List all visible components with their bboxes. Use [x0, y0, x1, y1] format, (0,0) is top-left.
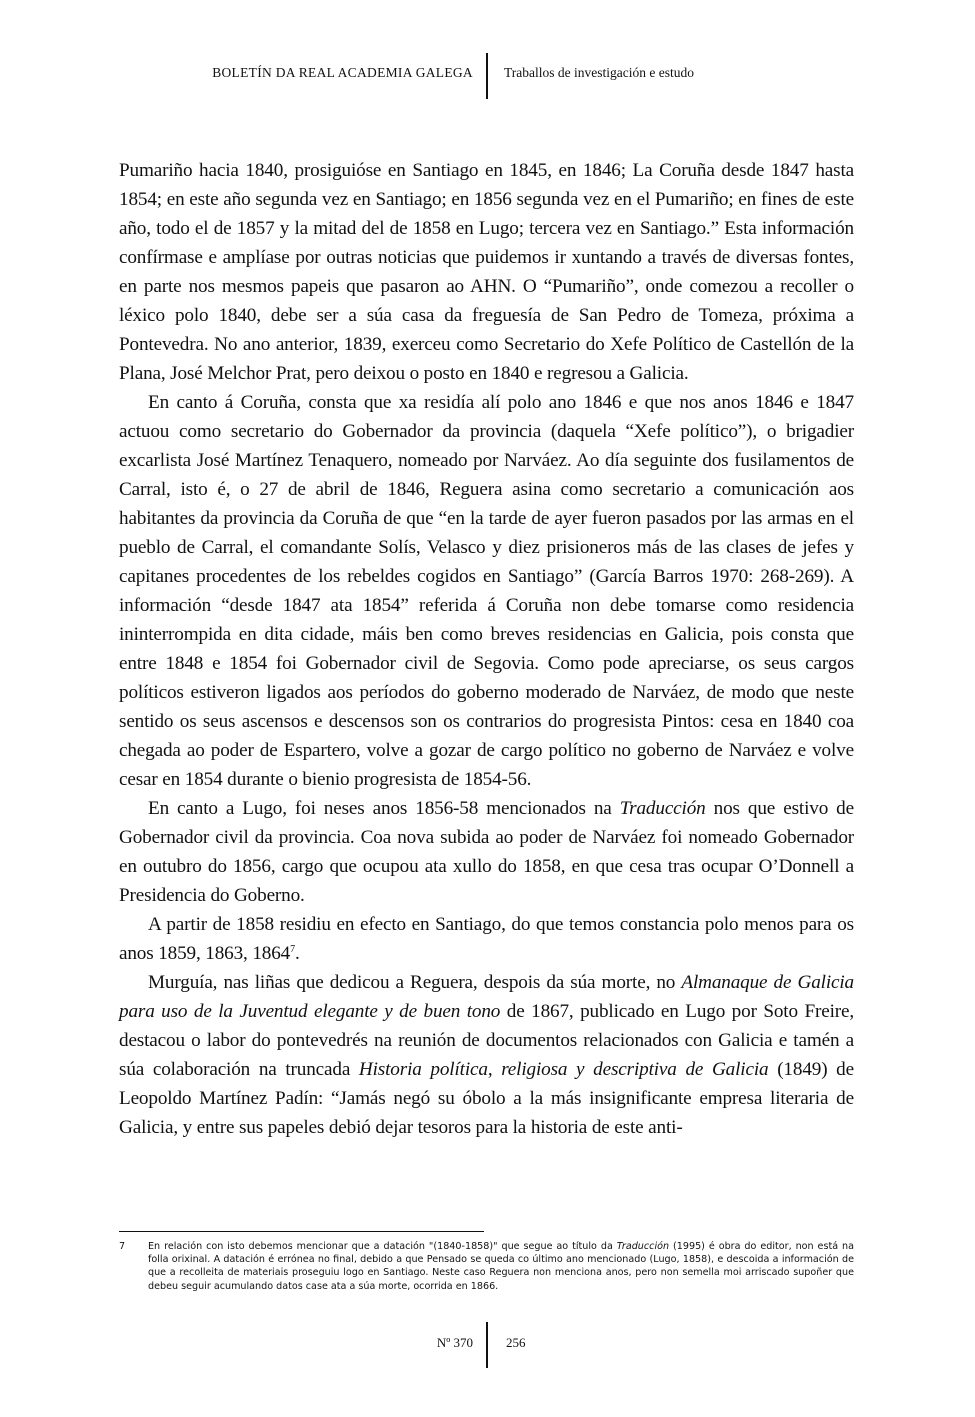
footnote-text [148, 1240, 854, 1293]
paragraph [119, 910, 854, 968]
text-run: En canto a Lugo, foi neses anos 1856-58 mencionados na [148, 798, 620, 819]
text-run: En canto á Coruña, consta que xa residía alí polo ano 1846 e que nos anos 1846 e 1847 actuou como secretario do Gobernador da provincia (daquela “Xefe político”), o brigadier excarlista José Martínez Tenaquero, nomeado por Narváez. Ao día seguinte dos fusilamentos de Carral, isto é, o 27 de abril de 1846, Reguera asina como secretario a comunicación aos habitantes da provincia da Coruña de que “en la tarde de ayer fueron pasados por las armas en el pueblo de Carral, el comandante Solís, Velasco y diez prisioneros más de las clases de jefes y capitanes procedentes de los rebeldes cogidos en Santiago” (García Barros 1970: 268-269). A información “desde 1847 ata 1854” referida á Coruña non debe tomarse como residencia ininterrompida en dita cidade, máis ben como breves residencias en Galicia, pois consta que entre 1848 e 1854 foi Gobernador civil de Segovia. Como pode apreciarse, os seus cargos políticos estiveron ligados aos períodos do goberno moderado de Narváez, de modo que neste sentido os seus ascensos e descensos son os contrarios do progresista Pintos: cesa en 1840 coa chegada ao poder de Espartero, volve a gozar de cargo político no goberno de Narváez e volve cesar en 1854 durante o bienio progresista de 1854-56. [119, 392, 854, 790]
text-run: (1995) é obra do editor, non está na folla orixinal. A datación é errónea no final, debido a que Pensado se queda co último ano mencionado (Lugo, 1858), e descoida a información de que a recolleita de materiais proseguiu logo en Santiago. Neste caso Reguera non menciona anos, pero non semella moi arriscado supoñer que debeu seguir acumulando datos case ata a súa morte, ocorrida en 1866. [148, 1241, 854, 1292]
journal-title: BOLETÍN DA REAL ACADEMIA GALEGA [212, 65, 473, 80]
text-run: de 1867, publicado en Lugo por Soto Freire, destacou o labor do pontevedrés na reunión de documentos relacionados con Galicia e tamén a súa colaboración na truncada [119, 1001, 855, 1080]
italic-text: Traducción [619, 798, 706, 819]
footnote-number: 7 [119, 1241, 126, 1252]
header-divider [486, 53, 488, 99]
paragraph [119, 794, 854, 910]
italic-text: Almanaque de Galicia para uso de la Juventud elegante y de buen tono [119, 972, 854, 1022]
text-run: (1849) de Leopoldo Martínez Padín: “Jamás negó su óbolo a la más insignificante empresa literaria de Galicia, y entre sus papeles debió dejar tesoros para la historia de este anti- [119, 1059, 854, 1138]
text-run: nos que estivo de Gobernador civil da provincia. Coa nova subida ao poder de Narváez foi nomeado Gobernador en outubro do 1856, cargo que ocupou ata xullo do 1858, en que cesa tras ocupar O’Donnell a Presidencia do Goberno. [119, 798, 854, 906]
article-body [119, 156, 854, 1142]
page-number: 256 [506, 1335, 526, 1350]
italic-text: Traducción [616, 1241, 670, 1252]
paragraph [119, 968, 854, 1142]
text-run: Murguía, nas liñas que dedicou a Reguera, despois da súa morte, no [148, 972, 682, 993]
footnote-reference[interactable]: 7 [290, 944, 295, 955]
text-run: Pumariño hacia 1840, prosiguióse en Santiago en 1845, en 1846; La Coruña desde 1847 hasta 1854; en este año segunda vez en Santiago; en 1856 segunda vez en el Pumariño; en fines de este año, todo el de 1857 y la mitad del de 1858 en Lugo; tercera vez en Santiago.” Esta información confírmase e amplíase por outras noticias que puidemos ir xuntando a través de diversas fontes, en parte nos mesmos papeis que pasaron ao AHN. O “Pumariño”, onde comezou a recoller o léxico polo 1840, debe ser a súa casa da freguesía de San Pedro de Tomeza, próxima a Pontevedra. No ano anterior, 1839, exerceu como Secretario do Xefe Político de Castellón de la Plana, José Melchor Prat, pero deixou o posto en 1840 e regresou a Galicia. [119, 160, 854, 384]
text-run: . [295, 943, 300, 964]
section-title: Traballos de investigación e estudo [504, 65, 694, 80]
running-header [0, 53, 975, 99]
italic-text: Historia política [358, 1059, 488, 1080]
text-run: En relación con isto debemos mencionar que a datación "(1840-1858)" que segue ao título da [148, 1241, 617, 1252]
issue-number: Nº 370 [436, 1335, 473, 1350]
footnote-7 [119, 1240, 854, 1293]
italic-text: religiosa y descriptiva de Galicia [501, 1059, 769, 1080]
paragraph [119, 388, 854, 794]
paragraph [119, 156, 854, 388]
running-footer [0, 1322, 975, 1368]
footer-divider [486, 1322, 488, 1368]
footnote-rule [119, 1231, 484, 1232]
text-run: , [487, 1059, 502, 1080]
text-run: A partir de 1858 residiu en efecto en Santiago, do que temos constancia polo menos para os anos 1859, 1863, 1864 [119, 914, 854, 964]
